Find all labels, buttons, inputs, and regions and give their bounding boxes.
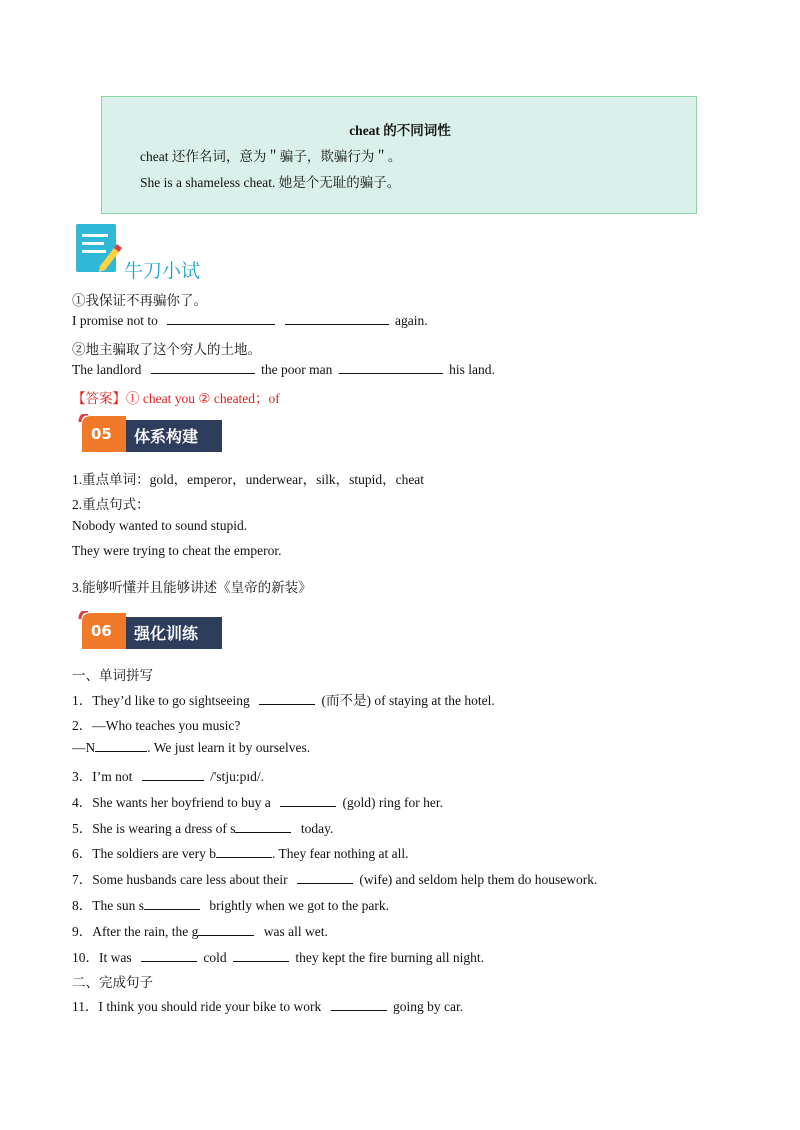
part-1-heading: 一、单词拼写 [72,668,153,683]
exercise-9-end: was all wet. [263,924,328,939]
section-06-number: 06 [91,622,112,640]
exercise-4-text: She wants her boyfriend to buy a [92,795,271,810]
exercise-4-blank[interactable] [280,805,336,807]
exercise-5 [72,817,333,837]
answer-label: 【答案】 [72,391,126,406]
quiz-q2-chinese: ②地主骗取了这个穷人的土地。 [72,342,261,357]
section-05-item-1: 1.重点单词：gold，emperor，underwear，silk，stupid，cheat [72,472,425,487]
exercise-7-text: Some husbands care less about their [92,872,288,887]
exercise-2-text: —Who teaches you music? [92,718,241,733]
exercise-5-text: She is wearing a dress of s [92,821,236,836]
exercise-6-end: . They fear nothing at all. [271,846,409,861]
note-line-1: cheat 还作名词，意为＂骗子，欺骗行为＂。 [140,149,402,164]
exercise-4-end: (gold) ring for her. [342,795,443,810]
exercise-1-text: They’d like to go sightseeing [92,693,250,708]
exercise-10 [72,946,484,966]
part-2-heading: 二、完成句子 [72,975,153,990]
note-box [101,96,697,214]
exercise-9 [72,920,328,940]
section-05-item-2: 2.重点句式： [72,497,150,512]
exercise-10-blank-2[interactable] [233,960,289,962]
exercise-10-blank-1[interactable] [141,960,197,962]
quiz-q1-end: again. [395,313,428,328]
exercise-5-blank[interactable] [235,831,291,833]
exercise-2-answer [72,740,310,756]
exercise-3-blank[interactable] [142,779,204,781]
quiz-q1-text: I promise not to [72,313,158,328]
quiz-q1-blank-1[interactable] [167,323,275,325]
exercise-4 [72,791,443,811]
exercise-8-text: The sun s [92,898,144,913]
section-05-number: 05 [91,425,112,443]
exercise-2-answer-end: . We just learn it by ourselves. [147,740,311,755]
quiz-q2-english [72,362,495,378]
quiz-q2-text: The landlord [72,362,142,377]
exercise-10-mid: cold [203,950,227,965]
exercise-11-end: going by car. [392,999,464,1014]
exercise-6-number: 6． [72,846,93,861]
quiz-q1-blank-2[interactable] [285,323,389,325]
exercise-4-number: 4． [72,795,93,810]
exercise-2-blank[interactable] [95,750,147,752]
section-05-sentence-1: Nobody wanted to sound stupid. [72,518,248,533]
note-title: cheat 的不同词性 [349,123,451,138]
exercise-2-answer-start: —N [72,740,96,755]
quiz-q1-english [72,313,428,329]
exercise-10-end: they kept the fire burning all night. [295,950,484,965]
section-05-item-3: 3.能够听懂并且能够讲述《皇帝的新装》 [72,580,312,595]
exercise-7-number: 7． [72,872,93,887]
exercise-10-text: It was [99,950,132,965]
quiz-heading: 牛刀小试 [124,260,201,282]
exercise-6-text: The soldiers are very b [92,846,216,861]
exercise-11 [72,995,463,1015]
section-05-sentence-2: They were trying to cheat the emperor. [72,543,282,558]
quiz-q2-end: his land. [449,362,495,377]
exercise-1-end: (而不是) of staying at the hotel. [321,693,495,708]
exercise-6-blank[interactable] [216,856,272,858]
exercise-7 [72,868,597,888]
notepad-pencil-icon [74,222,122,274]
exercise-9-text: After the rain, the g [92,924,199,939]
exercise-8-end: brightly when we got to the park. [209,898,389,913]
section-05-title: 体系构建 [134,427,199,446]
exercise-8-number: 8． [72,898,93,913]
exercise-11-blank[interactable] [331,1009,387,1011]
quiz-q1-chinese: ①我保证不再骗你了。 [72,293,207,308]
exercise-11-text: I think you should ride your bike to work [98,999,322,1014]
exercise-9-number: 9． [72,924,93,939]
exercise-6 [72,842,409,862]
answer-text: ① cheat you ② cheated；of [126,391,280,406]
quiz-answer [72,387,280,407]
quiz-q2-blank-2[interactable] [339,372,443,374]
exercise-11-number: 11． [72,999,99,1014]
exercise-3-end: /'stju:pɪd/. [210,769,264,784]
exercise-8-blank[interactable] [144,908,200,910]
exercise-2-question [72,714,240,734]
exercise-3-number: 3． [72,769,93,784]
exercise-3-text: I’m not [92,769,133,784]
exercise-10-number: 10． [72,950,99,965]
exercise-9-blank[interactable] [198,934,254,936]
section-06-title: 强化训练 [134,624,199,643]
exercise-5-number: 5． [72,821,93,836]
exercise-1 [72,689,495,709]
note-line-2: She is a shameless cheat. 她是个无耻的骗子。 [140,175,401,190]
exercise-3 [72,765,264,785]
quiz-q2-blank-1[interactable] [151,372,255,374]
exercise-7-end: (wife) and seldom help them do housework. [359,872,598,887]
quiz-q2-mid: the poor man [261,362,333,377]
exercise-5-end: today. [300,821,334,836]
exercise-2-number: 2． [72,718,93,733]
exercise-8 [72,894,389,914]
exercise-7-blank[interactable] [297,882,353,884]
exercise-1-blank[interactable] [259,703,315,705]
exercise-1-number: 1． [72,693,93,708]
